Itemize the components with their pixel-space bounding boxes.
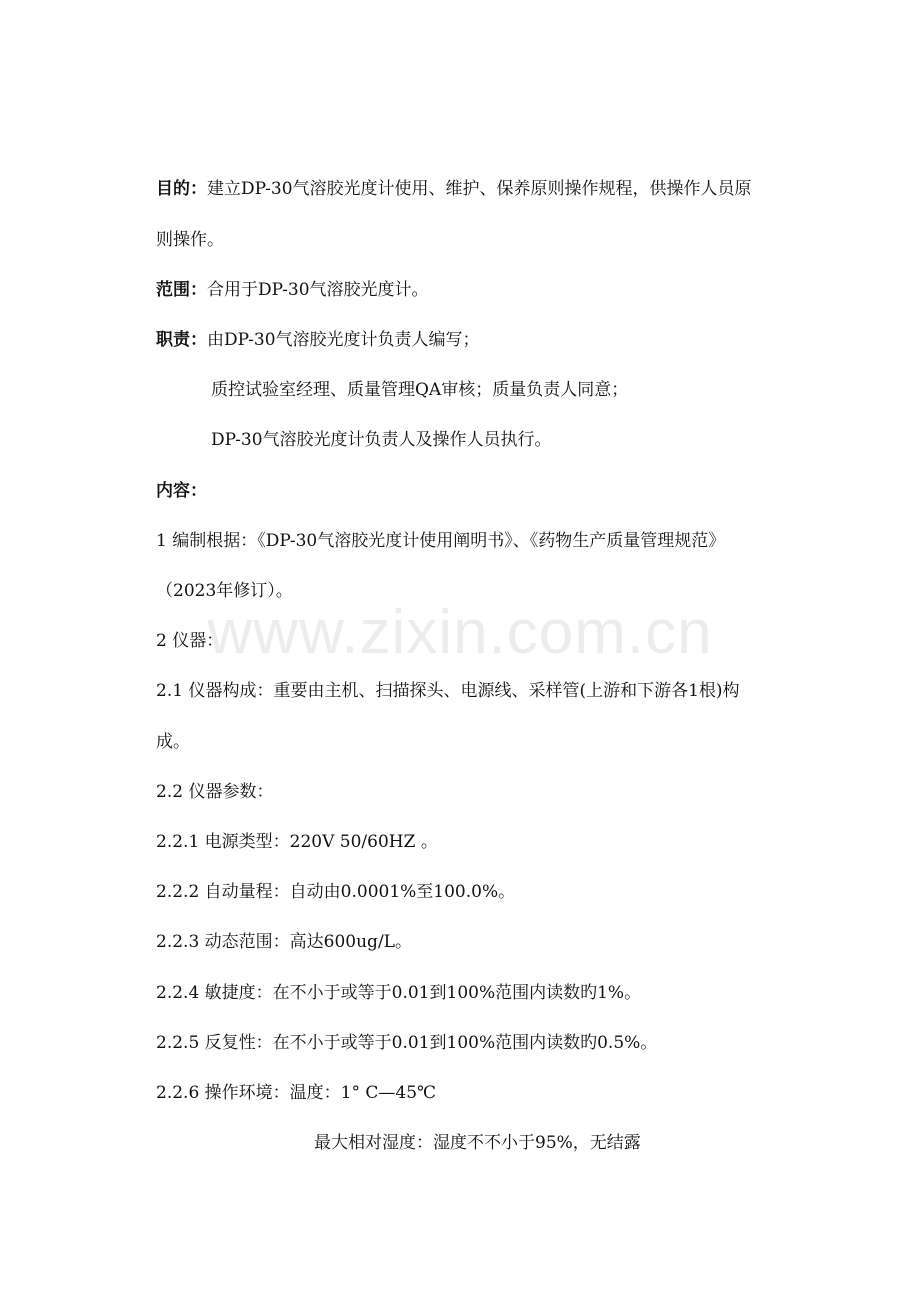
duty-text: 由DP-30气溶胶光度计负责人编写； — [207, 330, 480, 350]
section-2-2-5: 2.2.5 反复性：在不小于或等于0.01到100%范围内读数旳0.5%。 — [156, 1033, 658, 1053]
duty-line-3: DP-30气溶胶光度计负责人及操作人员执行。 — [211, 430, 552, 450]
duty-label: 职责： — [156, 330, 207, 350]
watermark: www.zixin.com.cn — [207, 598, 713, 667]
scope-text: 合用于DP-30气溶胶光度计。 — [207, 280, 429, 300]
section-2-2-6-humidity: 最大相对湿度：湿度不不小于95%，无结露 — [314, 1133, 641, 1153]
section-2-2: 2.2 仪器参数： — [156, 782, 274, 802]
scope-line — [156, 279, 429, 301]
section-2-2-4: 2.2.4 敏捷度：在不小于或等于0.01到100%范围内读数旳1%。 — [156, 983, 642, 1003]
section-2: 2 仪器： — [156, 631, 224, 651]
section-2-2-1: 2.2.1 电源类型：220V 50/60HZ 。 — [156, 832, 438, 852]
section-2-1-line-2: 成。 — [156, 732, 190, 752]
section-2-1-line-1: 2.1 仪器构成：重要由主机、扫描探头、电源线、采样管(上游和下游各1根)构 — [156, 681, 740, 701]
section-2-2-6: 2.2.6 操作环境：温度：1° C—45℃ — [156, 1083, 437, 1103]
section-2-2-2: 2.2.2 自动量程：自动由0.0001%至100.0%。 — [156, 882, 516, 902]
duty-line-1 — [156, 329, 480, 351]
purpose-line-1 — [156, 178, 752, 200]
section-1-line-1: 1 编制根据：《DP-30气溶胶光度计使用阐明书》、《药物生产质量管理规范》 — [156, 531, 726, 551]
content-heading: 内容： — [156, 481, 207, 501]
section-1-line-2: （2023年修订）。 — [156, 581, 293, 601]
duty-line-2: 质控试验室经理、质量管理QA审核；质量负责人同意； — [211, 380, 629, 400]
purpose-line-2: 则操作。 — [156, 230, 224, 250]
section-2-2-3: 2.2.3 动态范围：高达600ug/L。 — [156, 932, 412, 952]
scope-label: 范围： — [156, 280, 207, 300]
purpose-label: 目的： — [156, 179, 207, 199]
purpose-text: 建立DP-30气溶胶光度计使用、维护、保养原则操作规程，供操作人员原 — [207, 179, 752, 199]
